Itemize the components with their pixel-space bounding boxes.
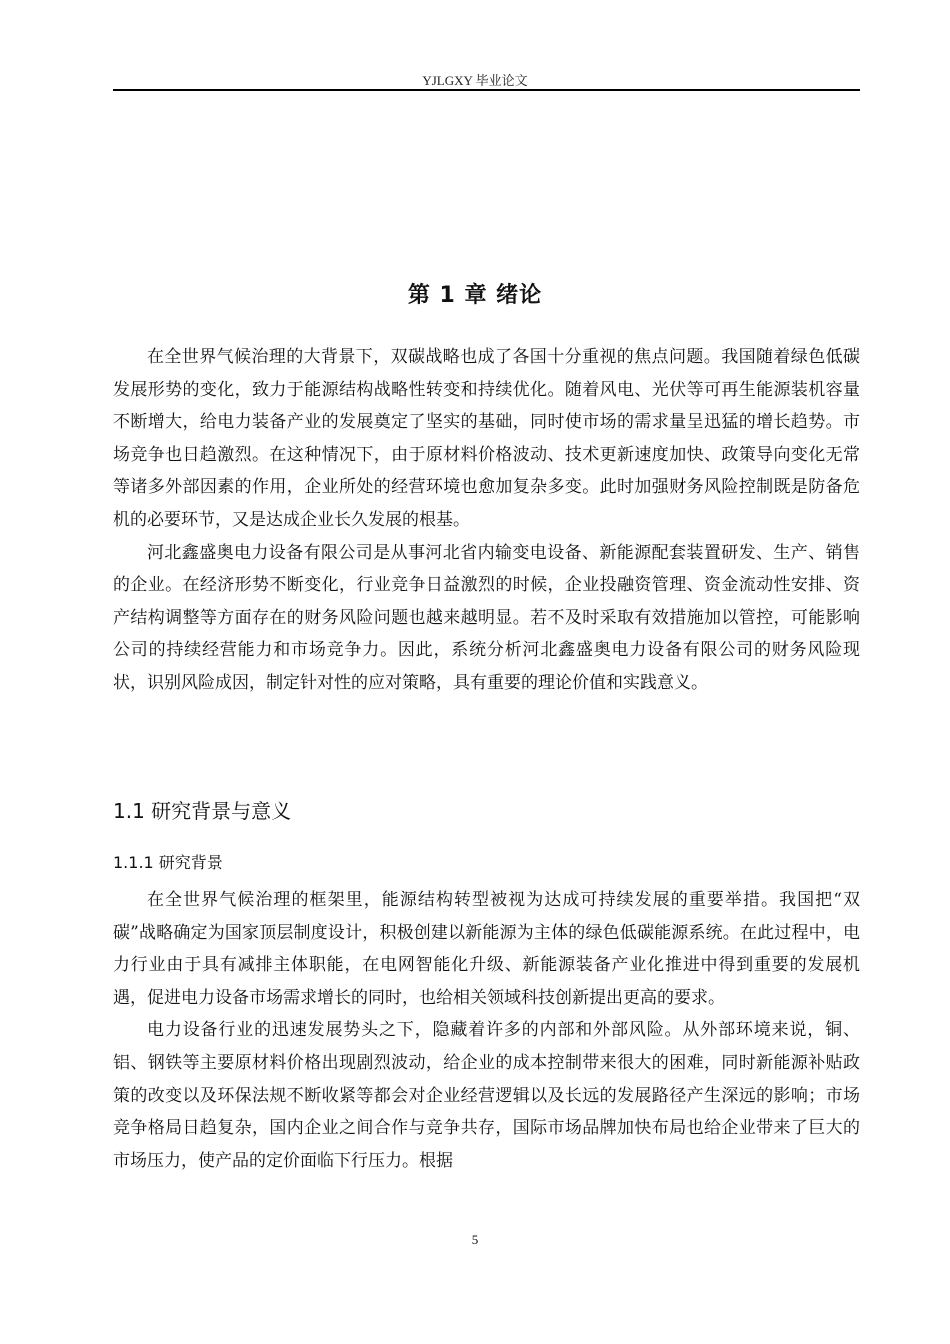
background-paragraph-2: 电力设备行业的迅速发展势头之下，隐藏着许多的内部和外部风险。从外部环境来说，铜、铝、钢铁等主要原材料价格出现剧烈波动，给企业的成本控制带来很大的困难，同时新能源补贴政策的改变以及环保法规不断收紧等都会对企业经营逻辑以及长远的发展路径产生深远的影响；市场竞争格局日趋复杂，国内企业之间合作与竞争共存，国际市场品牌加快布局也给企业带来了巨大的市场压力，使产品的定价面临下行压力。根据 (113, 1020, 860, 1171)
running-header: YJLGXY 毕业论文 (422, 73, 528, 88)
chapter-title: 第 1 章 绪论 (407, 283, 543, 308)
subsection-title: 1.1.1 研究背景 (113, 853, 223, 872)
section-title: 1.1 研究背景与意义 (113, 799, 292, 823)
header-divider (113, 89, 860, 91)
intro-paragraph-1: 在全世界气候治理的大背景下，双碳战略也成了各国十分重视的焦点问题。我国随着绿色低碳发展形势的变化，致力于能源结构战略性转变和持续优化。随着风电、光伏等可再生能源装机容量不断增大，给电力装备产业的发展奠定了坚实的基础，同时使市场的需求量呈迅猛的增长趋势。市场竞争也日趋激烈。在这种情况下，由于原材料价格波动、技术更新速度加快、政策导向变化无常等诸多外部因素的作用，企业所处的经营环境也愈加复杂多变。此时加强财务风险控制既是防备危机的必要环节，又是达成企业长久发展的根基。 (113, 347, 860, 530)
subsection-body (113, 884, 860, 1177)
page-number: 5 (471, 1232, 479, 1247)
background-paragraph-1: 在全世界气候治理的框架里，能源结构转型被视为达成可持续发展的重要举措。我国把“双碳”战略确定为国家顶层制度设计，积极创建以新能源为主体的绿色低碳能源系统。在此过程中，电力行业由于具有减排主体职能，在电网智能化升级、新能源装备产业化推进中得到重要的发展机遇，促进电力设备市场需求增长的同时，也给相关领域科技创新提出更高的要求。 (113, 890, 860, 1008)
intro-body (113, 341, 860, 700)
intro-paragraph-2: 河北鑫盛奥电力设备有限公司是从事河北省内输变电设备、新能源配套装置研发、生产、销售的企业。在经济形势不断变化，行业竞争日益激烈的时候，企业投融资管理、资金流动性安排、资产结构调整等方面存在的财务风险问题也越来越明显。若不及时采取有效措施加以管控，可能影响公司的持续经营能力和市场竞争力。因此，系统分析河北鑫盛奥电力设备有限公司的财务风险现状，识别风险成因，制定针对性的应对策略，具有重要的理论价值和实践意义。 (113, 542, 860, 693)
